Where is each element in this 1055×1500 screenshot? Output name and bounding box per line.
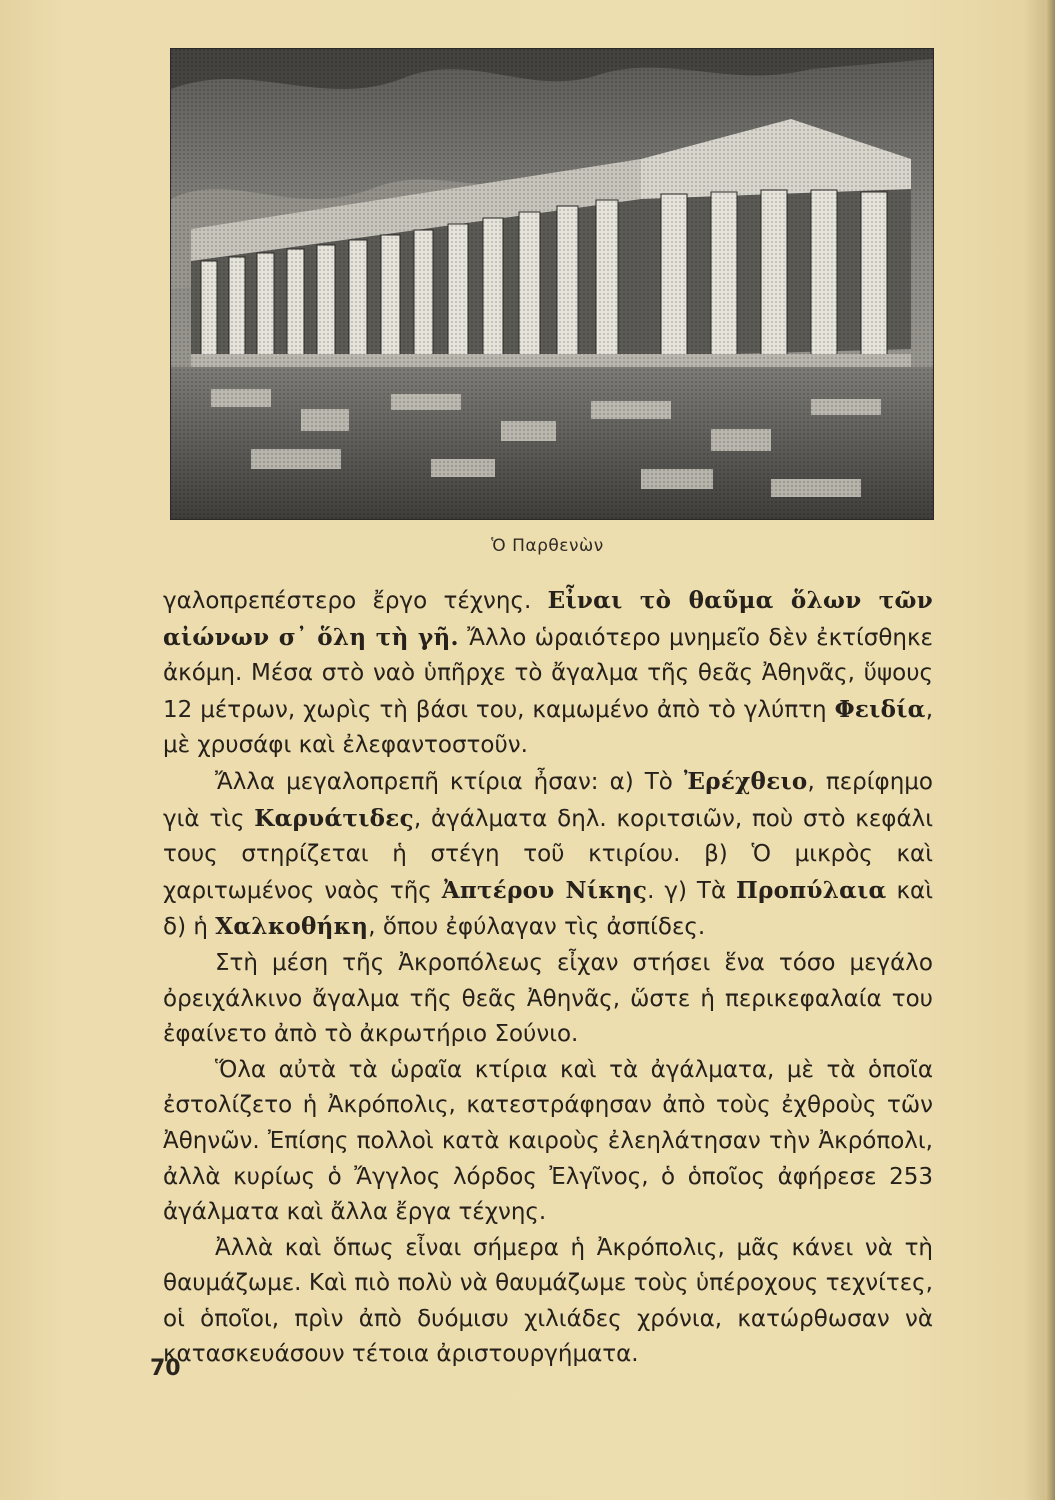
text-run: , περίφημο γιὰ τὶς (163, 768, 933, 832)
page-number: 70 (150, 1356, 181, 1381)
text-run: , μὲ χρυσάφι καὶ ἐλεφαντοστοῦν. (163, 696, 933, 759)
text-run: , ὅπου ἐφύλαγαν τὶς ἀσπίδες. (368, 914, 706, 941)
text-run: Ἀλλὰ καὶ ὅπως εἶναι σήμερα ἡ Ἀκρόπολις, μᾶς κάνει νὰ τὴ θαυμάζωμε. Καὶ πιὸ πολὺ νὰ θαυμάζωμε τοὺς ὑπέροχους τεχνίτες, οἱ ὁποῖοι, πρὶν ἀπὸ δυόμισυ χιλιάδες χρόνια, κατώρθωσαν νὰ κατασκευάσουν τέτοια ἀριστουργήματα. (163, 1234, 933, 1368)
bold-term: Προπύλαια (736, 876, 887, 904)
paragraph (163, 946, 933, 1053)
text-run: Ὅλα αὐτὰ τὰ ὡραῖα κτίρια καὶ τὰ ἀγάλματα, μὲ τὰ ὁποῖα ἐστολίζετο ἡ Ἀκρόπολις, κατεστράφησαν ἀπὸ τοὺς ἐχθροὺς τῶν Ἀθηνῶν. Ἐπίσης πολλοὶ κατὰ καιροὺς ἐλεηλάτησαν τὴν Ἀκρόπολι, ἀλλὰ κυρίως ὁ Ἄγγλος λόρδος Ἐλγῖνος, ὁ ὁποῖος ἀφήρεσε 253 ἀγάλματα καὶ ἄλλα ἔργα τέχνης. (163, 1056, 933, 1226)
text-run: Στὴ μέση τῆς Ἀκροπόλεως εἶχαν στήσει ἕνα τόσο μεγάλο ὀρειχάλκινο ἄγαλμα τῆς θεᾶς Ἀθηνᾶς, ὥστε ἡ περικεφαλαία του ἐφαίνετο ἀπὸ τὸ ἀκρωτήριο Σούνιο. (163, 949, 933, 1048)
page-edge (1045, 0, 1055, 1500)
parthenon-illustration (171, 49, 933, 519)
bold-term: Χαλκοθήκη (215, 913, 369, 941)
bold-term: Φειδία (834, 695, 926, 723)
paragraph (163, 583, 933, 764)
paragraph (163, 1053, 933, 1231)
text-run: καὶ δ) ἡ (163, 877, 933, 941)
text-run: . γ) Τὰ (647, 877, 737, 904)
figure-caption: Ὁ Παρθενὼν (491, 536, 604, 556)
text-run: Ἄλλο ὡραιότερο μνημεῖο δὲν ἐκτίσθηκε ἀκόμη. Μέσα στὸ ναὸ ὑπῆρχε τὸ ἄγαλμα τῆς θεᾶς Ἀθηνᾶς, ὕψους 12 μέτρων, χωρὶς τὴ βάσι του, καμωμένο ἀπὸ τὸ γλύπτη (163, 624, 933, 723)
paragraph (163, 764, 933, 946)
parthenon-photo (170, 48, 934, 520)
bold-term: Εἶναι τὸ θαῦμα ὅλων τῶν αἰώνων σ᾽ ὅλη τὴ γῆ. (163, 587, 934, 651)
halftone-texture (171, 49, 933, 519)
text-run: γαλοπρεπέστερο ἔργο τέχνης. (163, 588, 548, 614)
text-run: Ἄλλα μεγαλοπρεπῆ κτίρια ἦσαν: α) Τὸ (215, 768, 684, 795)
body-text (163, 583, 933, 1373)
bold-term: Ἐρέχθειο (683, 767, 808, 795)
text-run: , ἀγάλματα δηλ. κοριτσιῶν, ποὺ στὸ κεφάλι τους στηρίζεται ἡ στέγη τοῦ κτιρίου. β) Ὁ μικρὸς καὶ χαριτωμένος ναὸς τῆς (163, 805, 933, 904)
bold-term: Ἀπτέρου Νίκης (441, 876, 648, 904)
bold-term: Καρυάτιδες (254, 804, 414, 832)
paragraph (163, 1231, 933, 1373)
